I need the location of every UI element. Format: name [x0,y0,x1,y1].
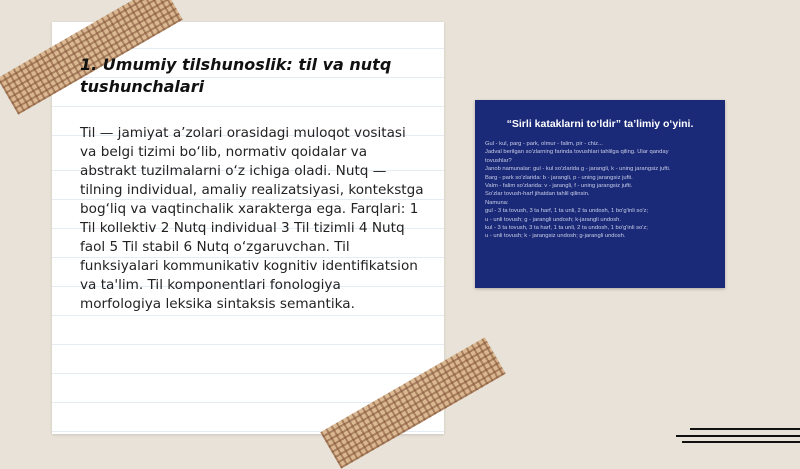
game-text-line: u - unli tovush; k - jarangsiz undosh; g-jarangli undosh. [485,233,626,240]
game-text-line: kul - 3 ta tovush, 3 ta harf, 1 ta unli, 2 ta undosh, 1 bo'g'inli so'z; [485,225,648,232]
decorative-lines [676,420,800,450]
game-title: “Sirli kataklarni to‘ldir” ta’limiy o‘yini. [506,118,694,130]
game-text-block [475,140,725,241]
game-instruction-image [475,100,725,288]
game-text-line: gul - 3 ta tovush, 3 ta harf, 1 ta unli, 2 ta undosh, 1 bo'g'inli so'z; [485,208,649,215]
decorative-line [690,428,800,430]
game-text-line: Gul - kul, parg - park, olmur - falim, pir - chiz... [485,141,603,147]
game-text-line: tovushlar? [485,157,512,164]
game-text-line: Jadval berilgan so'zlarning farinda tovushlari tahlilga qiling. Ular qanday [485,149,669,156]
game-text-line: Valm - falim so'zlarida: v - jarangli, f - uning jarangsiz jufti. [485,183,633,190]
decorative-line [676,435,800,437]
slide-title: 1. Umumiy tilshunoslik: til va nutq tushunchalari [80,55,392,96]
game-text-line: So'zlar tovush-harf jihatdan tahlil qilinsin. [485,191,590,198]
game-text-line: Barg - park so'zlarida: b - jarangli, p - uning jarangsiz jufti. [485,174,633,181]
game-text-line: Janob namunalar: gul - kul so'zlarida g - jarangli, k - uning jarangsiz jufti. [485,166,671,173]
game-text-line: Namuna: [485,199,509,206]
decorative-line [682,441,800,443]
game-text-line: u - unli tovush; g - jarangli undosh; k-jarangli undosh. [485,216,621,223]
slide-body-text: Til — jamiyat a’zolari orasidagi muloqot vositasi va belgi tizimi bo‘lib, normativ qoidalar va abstrakt tuzilmalarni o‘z ichiga oladi. Nutq — tilning individual, amaliy realizatsiyasi, kontekstga bog‘liq va vaqtinchalik xarakterga ega. Farqlari: 1 Til kollektiv 2 Nutq individual 3 Til tizimli 4 Nutq faol 5 Til stabil 6 Nutq o‘zgaruvchan. Til funksiyalari kommunikativ kognitiv identifikatsion va ta'lim. Til komponentlari fonologiya morfologiya leksika sintaksis semantika. [80,125,424,312]
